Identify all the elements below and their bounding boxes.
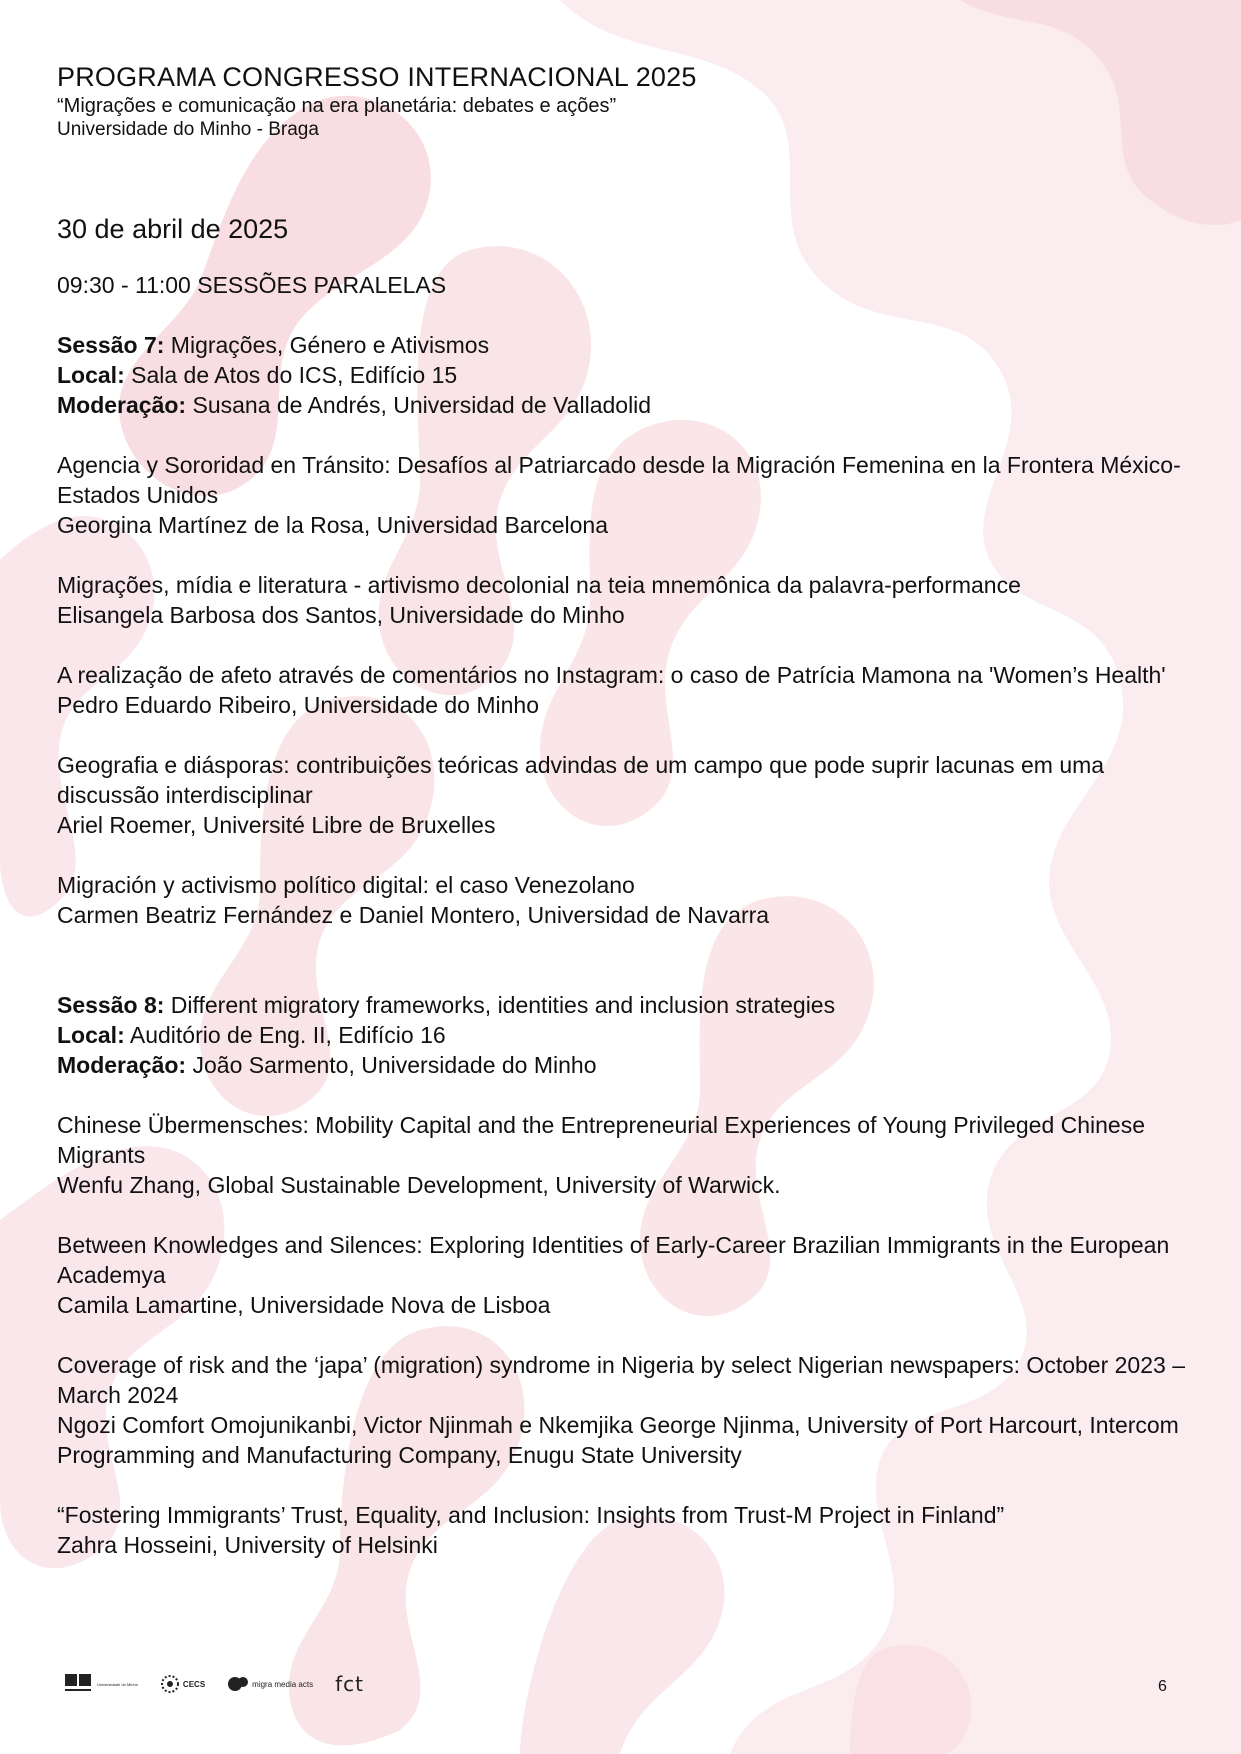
uminho-logo-text: Universidade do Minho [97, 1681, 138, 1687]
university-location: Universidade do Minho - Braga [57, 119, 319, 140]
talk-item [57, 870, 1187, 930]
cecs-logo-icon [160, 1674, 205, 1694]
talk-item [57, 570, 1187, 630]
talk-title: Geografia e diásporas: contribuições teóricas advindas de um campo que pode suprir lacunas em uma discussão interdisciplinar [57, 752, 1105, 808]
program-date: 30 de abril de 2025 [57, 214, 289, 244]
migra-logo-icon [227, 1674, 313, 1694]
congress-subtitle: “Migrações e comunicação na era planetária: debates e ações” [57, 95, 617, 117]
talk-authors: Pedro Eduardo Ribeiro, Universidade do Minho [57, 692, 540, 718]
session-local: Auditório de Eng. II, Edifício 16 [129, 1022, 446, 1048]
migra-logo-mark [227, 1674, 249, 1694]
program-title: PROGRAMA CONGRESSO INTERNACIONAL 2025 [57, 62, 697, 92]
session-label: Sessão 8: [57, 992, 165, 1018]
talk-authors: Elisangela Barbosa dos Santos, Universidade do Minho [57, 602, 625, 628]
page-number: 6 [1158, 1678, 1167, 1695]
local-label: Local: [57, 362, 125, 388]
migra-logo-text: migra media acts [252, 1679, 314, 1689]
talk-item [57, 750, 1187, 840]
session-local: Sala de Atos do ICS, Edifício 15 [131, 362, 458, 388]
talk-item [57, 1500, 1187, 1560]
talk-title: Migrações, mídia e literatura - artivismo decolonial na teia mnemônica da palavra-performance [57, 572, 1021, 598]
talk-authors: Camila Lamartine, Universidade Nova de Lisboa [57, 1292, 551, 1318]
cecs-logo-mark [160, 1674, 180, 1694]
footer-logos [64, 1670, 364, 1698]
talk-authors: Ngozi Comfort Omojunikanbi, Victor Njinmah e Nkemjika George Njinma, University of Port Harcourt, Intercom Programming and Manufacturing Company, Enugu State University [57, 1412, 1179, 1468]
cecs-logo-text: CECS [182, 1679, 206, 1689]
session-label: Sessão 7: [57, 332, 165, 358]
program-header [57, 60, 1187, 142]
talk-item [57, 1230, 1187, 1320]
session-moderator-line [57, 1050, 1187, 1080]
talk-title: Between Knowledges and Silences: Exploring Identities of Early-Career Brazilian Immigrants in the European Academya [57, 1232, 1170, 1288]
session-title-line [57, 990, 1187, 1020]
moderator-label: Moderação: [57, 1052, 187, 1078]
talk-authors: Carmen Beatriz Fernández e Daniel Montero, Universidad de Navarra [57, 902, 770, 928]
talk-title: Coverage of risk and the ‘japa’ (migration) syndrome in Nigeria by select Nigerian newspapers: October 2023 – March 2024 [57, 1352, 1185, 1408]
fct-logo-icon [335, 1672, 364, 1696]
session-moderator: João Sarmento, Universidade do Minho [192, 1052, 597, 1078]
talk-item [57, 450, 1187, 540]
moderator-label: Moderação: [57, 392, 187, 418]
talk-authors: Georgina Martínez de la Rosa, Universidad Barcelona [57, 512, 609, 538]
talk-authors: Ariel Roemer, Université Libre de Bruxelles [57, 812, 496, 838]
session-local-line [57, 360, 1187, 390]
session-moderator-line [57, 390, 1187, 420]
talk-title: Chinese Übermensches: Mobility Capital and the Entrepreneurial Experiences of Young Privileged Chinese Migrants [57, 1112, 1146, 1168]
talk-title: Migración y activismo político digital: el caso Venezolano [57, 872, 635, 898]
talk-title: Agencia y Sororidad en Tránsito: Desafíos al Patriarcado desde la Migración Femenina en la Frontera México-Estados Unidos [57, 452, 1181, 508]
talk-title: A realização de afeto através de comentários no Instagram: o caso de Patrícia Mamona na 'Women’s Health' [57, 662, 1166, 688]
talk-item [57, 1350, 1187, 1470]
talk-authors: Zahra Hosseini, University of Helsinki [57, 1532, 438, 1558]
talk-item [57, 1110, 1187, 1200]
talk-title: “Fostering Immigrants’ Trust, Equality, and Inclusion: Insights from Trust-M Project in Finland” [57, 1502, 1005, 1528]
page-content [57, 60, 1187, 1560]
session-block [57, 990, 1187, 1560]
fct-logo-text: fct [335, 1672, 364, 1696]
session-moderator: Susana de Andrés, Universidad de Valladolid [192, 392, 652, 418]
talk-item [57, 660, 1187, 720]
time-slot: 09:30 - 11:00 SESSÕES PARALELAS [57, 272, 447, 298]
session-title-line [57, 330, 1187, 360]
local-label: Local: [57, 1022, 125, 1048]
session-local-line [57, 1020, 1187, 1050]
session-block [57, 330, 1187, 930]
uminho-logo-mark [64, 1673, 94, 1695]
session-name: Different migratory frameworks, identities and inclusion strategies [170, 992, 836, 1018]
talk-authors: Wenfu Zhang, Global Sustainable Development, University of Warwick. [57, 1172, 781, 1198]
uminho-logo-icon [64, 1673, 138, 1695]
session-name: Migrações, Género e Ativismos [170, 332, 490, 358]
